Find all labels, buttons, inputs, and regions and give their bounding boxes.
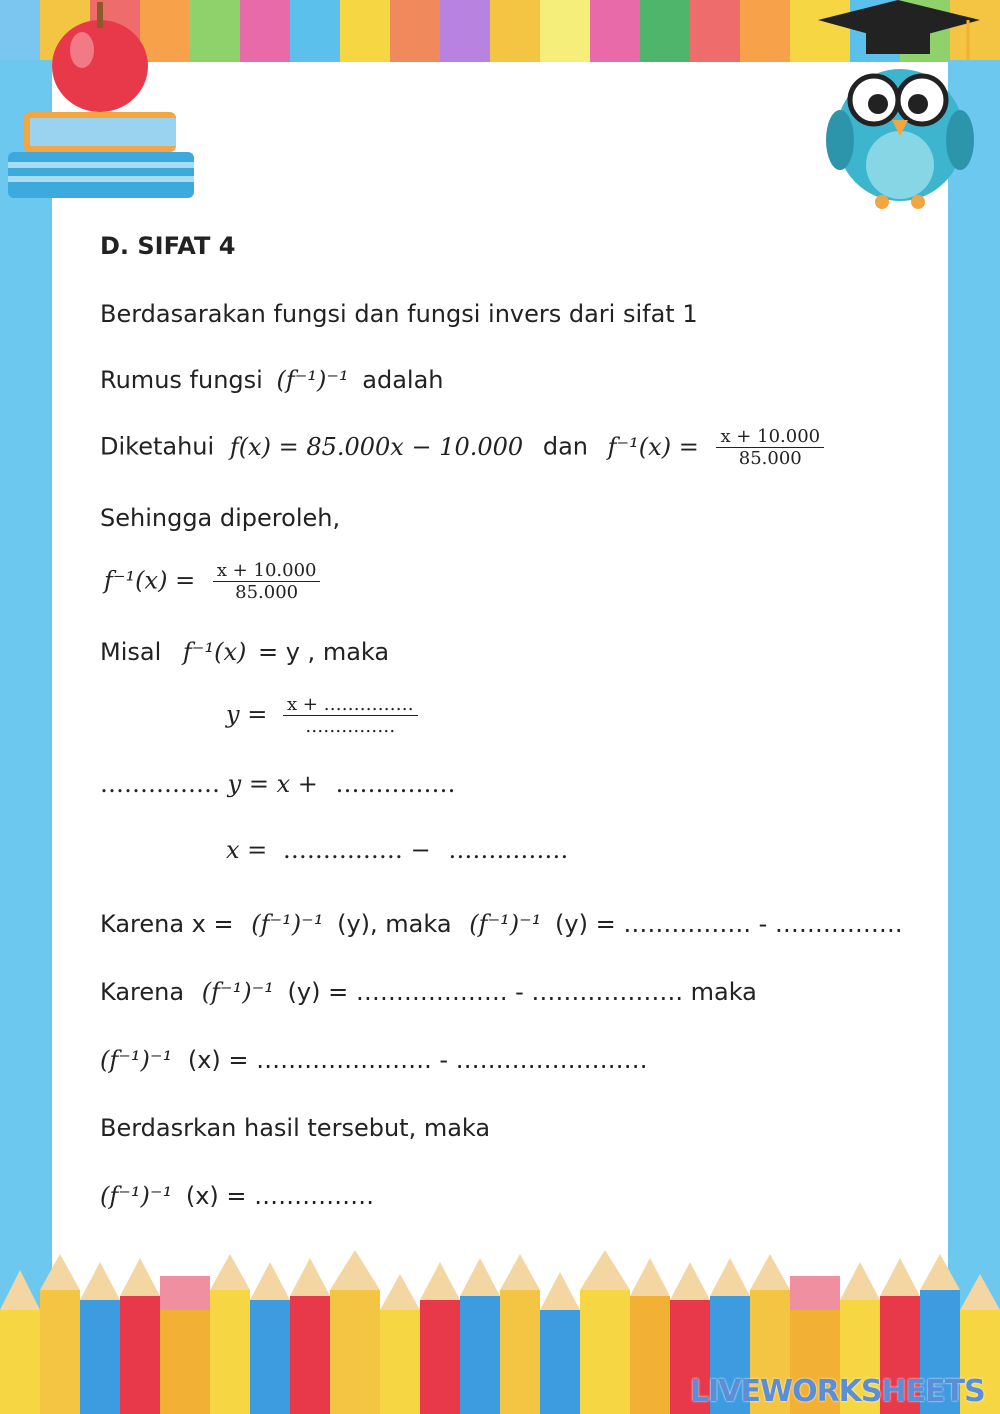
conclusion-text: Berdasrkan hasil tersebut, maka	[100, 1114, 491, 1142]
inverse-in-x-line[interactable]: (f⁻¹)⁻¹ (x) = …………………. - ……………………	[100, 1046, 648, 1074]
inverse-fraction: $\frac{x + 10.000}{85.000}$	[213, 560, 321, 603]
inverse-formula: f⁻¹(x) = $\frac{x + 10.000}{85.000}$	[104, 560, 320, 603]
left-border	[0, 60, 52, 1360]
intro-text: Berdasarakan fungsi dan fungsi invers dari sifat 1	[100, 300, 698, 328]
right-border	[948, 60, 1000, 1360]
because-x-line[interactable]: Karena x = (f⁻¹)⁻¹ (y), maka (f⁻¹)⁻¹ (y) = ……………. - …………….	[100, 910, 903, 938]
thus-text: Sehingga diperoleh,	[100, 504, 341, 532]
step-3-fill-blank[interactable]: x = …………… − ……………	[226, 836, 569, 864]
step-1-fill-blank[interactable]: y = $\frac{x + \dots\dots\dots\dots\dots}{\dots\dots\dots\dots\dots}$	[226, 694, 418, 737]
apple-books-illustration	[0, 0, 200, 200]
owl-illustration	[818, 0, 988, 215]
substitution-text: Misal f⁻¹(x) = y , maka	[100, 638, 390, 666]
given-functions: Diketahui f(x) = 85.000x − 10.000 dan f⁻¹(x) = $\frac{x + 10.000}{85.000}$	[100, 426, 824, 469]
final-answer-line[interactable]: (f⁻¹)⁻¹ (x) = ……………	[100, 1182, 375, 1210]
given-fraction: $\frac{x + 10.000}{85.000}$	[716, 426, 824, 469]
inverse-of-inverse-math: (f⁻¹)⁻¹	[276, 366, 349, 394]
step-1-fraction[interactable]: $\frac{x + \dots\dots\dots\dots\dots}{\dots\dots\dots\dots\dots}$	[283, 694, 418, 737]
because-inverse-line[interactable]: Karena (f⁻¹)⁻¹ (y) = ………………. - ………………. maka	[100, 978, 757, 1006]
step-2-fill-blank[interactable]: …………… y = x + ……………	[100, 770, 456, 798]
section-heading: D. SIFAT 4	[100, 232, 236, 260]
inverse-function-math: f⁻¹(x) =	[607, 432, 699, 461]
formula-question: Rumus fungsi (f⁻¹)⁻¹ adalah	[100, 366, 444, 394]
function-f-math: f(x) = 85.000x − 10.000	[229, 432, 524, 461]
liveworksheets-watermark: LIVEWORKSHEETS	[690, 1374, 985, 1409]
